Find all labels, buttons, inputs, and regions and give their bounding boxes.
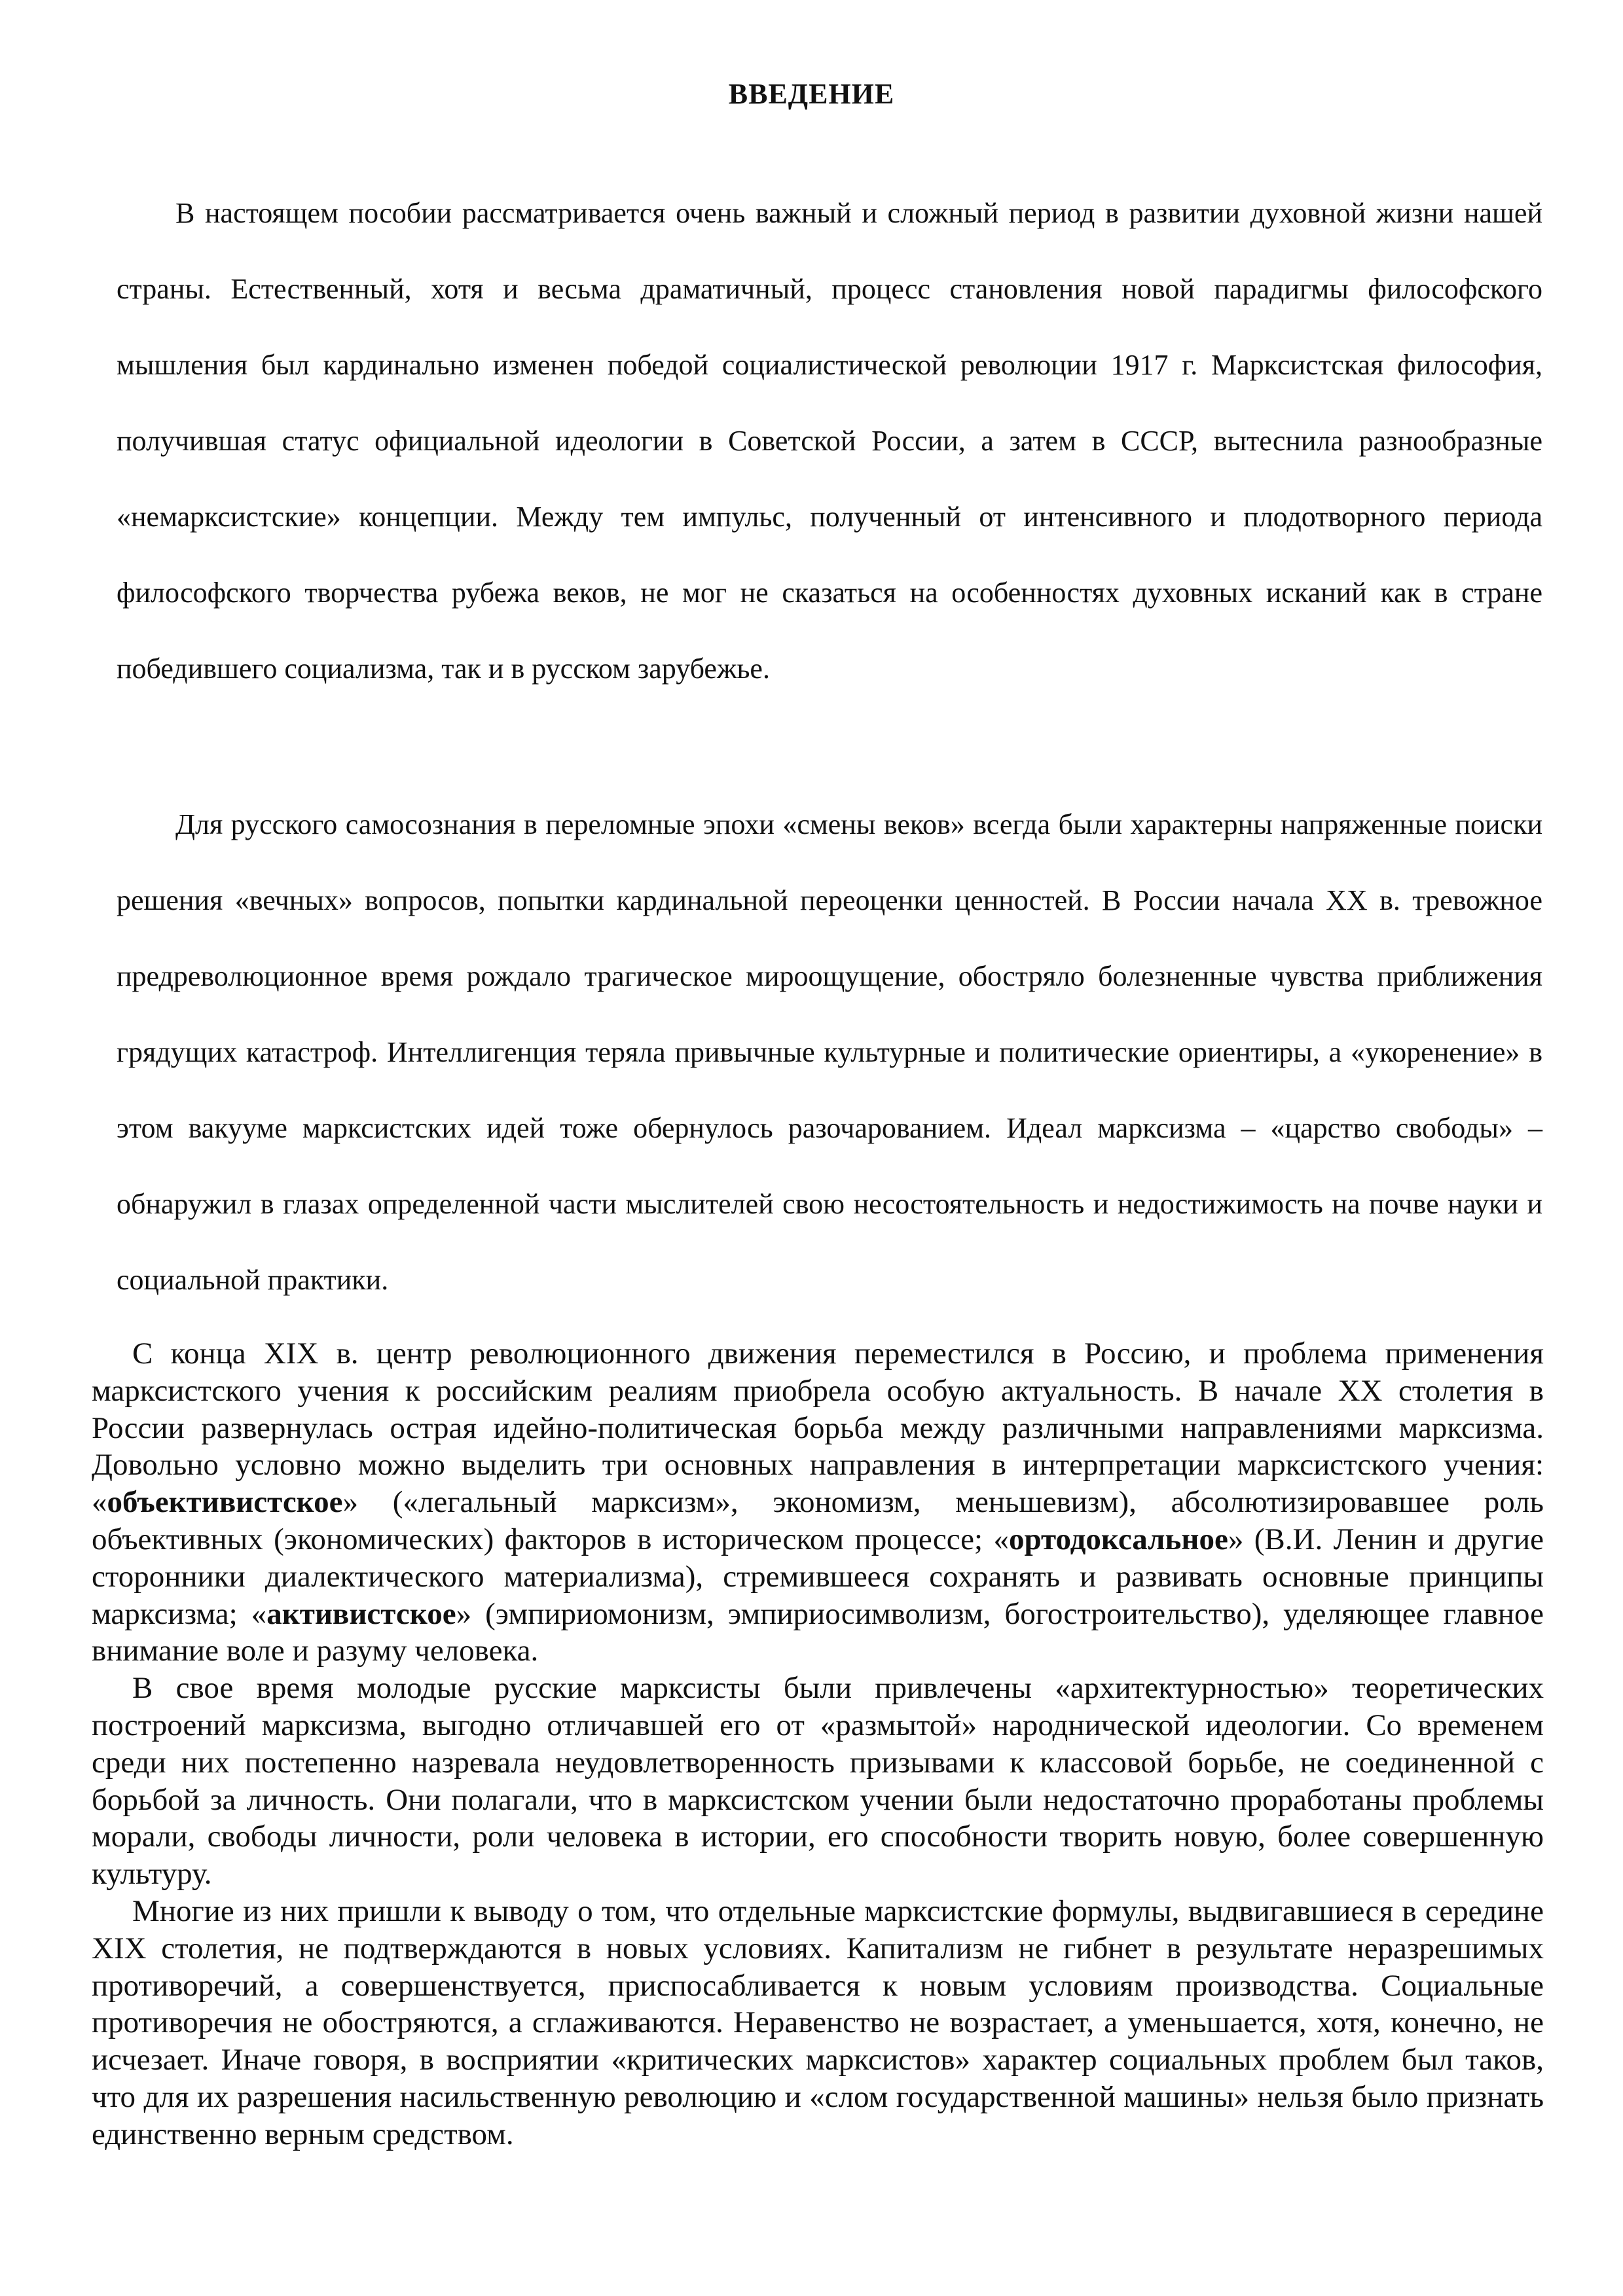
- text-run: » (В.И. Ленин и другие сторонники диалектического материализма), стремившееся сохранять и развивать основные принципы марксизма; «: [92, 1522, 1544, 1631]
- paragraph: Для русского самосознания в переломные эпохи «смены веков» всегда были характерны напряженные поиски решения «вечных» вопросов, попытки кардинальной переоценки ценностей. В России начала XX в. тревожное предреволюционное время рождало трагическое мироощущение, обостряло болезненные чувства приближения грядущих катастроф. Интеллигенция теряла привычные культурные и политические ориентиры, а «укоренение» в этом вакууме марксистских идей тоже обернулось разочарованием. Идеал марксизма – «царство свободы» – обнаружил в глазах определенной части мыслителей свою несостоятельность и недостижимость на почве науки и социальной практики.: [117, 808, 1542, 1296]
- paragraph: Многие из них пришли к выводу о том, что отдельные марксистские формулы, выдвигавшиеся в середине XIX столетия, не подтверждаются в новых условиях. Капитализм не гибнет в результате неразрешимых противоречий, а совершенствуется, приспосабливается к новым условиям производства. Социальные противоречия не обостряются, а сглаживаются. Неравенство не возрастает, а уменьшается, хотя, конечно, не исчезает. Иначе говоря, в восприятии «критических марксистов» характер социальных проблем был таков, что для их разрешения насильственную революцию и «слом государственной машины» нельзя было признать единственно верным средством.: [92, 1893, 1544, 2151]
- text-run: С конца XIX в. центр революционного движения переместился в Россию, и проблема применения марксистского учения к российским реалиям приобрела особую актуальность. В начале XX столетия в России развернулась острая идейно-политическая борьба между различными направлениями марксизма. Довольно условно можно выделить три основных направления в интерпретации марксистского учения: «: [92, 1336, 1544, 1520]
- body-section-single-spacing: [92, 1335, 1544, 2153]
- page-title: ВВЕДЕНИЕ: [728, 78, 895, 110]
- bold-term-activist: активистское: [266, 1596, 456, 1631]
- intro-section-wide-spacing-1: [117, 175, 1542, 707]
- paragraph: В свое время молодые русские марксисты были привлечены «архитектурностью» теоретических построений марксизма, выгодно отличавшей его от «размытой» народнической идеологии. Со временем среди них постепенно назревала неудовлетворенность призывами к классовой борьбе, не соединенной с борьбой за личность. Они полагали, что в марксистском учении были недостаточно проработаны проблемы морали, свободы личности, роли человека в истории, его способности творить новую, более совершенную культуру.: [92, 1671, 1544, 1892]
- bold-term-orthodox: ортодоксальное: [1009, 1522, 1228, 1556]
- text-run: » (эмпириомонизм, эмпириосимволизм, богостроительство), уделяющее главное внимание воле и разуму человека.: [92, 1596, 1544, 1668]
- bold-term-objectivist: объективистское: [107, 1485, 343, 1520]
- intro-section-wide-spacing-2: [117, 787, 1542, 1318]
- paragraph: В настоящем пособии рассматривается очень важный и сложный период в развитии духовной жизни нашей страны. Естественный, хотя и весьма драматичный, процесс становления новой парадигмы философского мышления был кардинально изменен победой социалистической революции 1917 г. Марксистская философия, получившая статус официальной идеологии в Советской России, а затем в СССР, вытеснила разнообразные «немарксистские» концепции. Между тем импульс, полученный от интенсивного и плодотворного периода философского творчества рубежа веков, не мог не сказаться на особенностях духовных исканий как в стране победившего социализма, так и в русском зарубежье.: [117, 197, 1542, 685]
- text-run: » («легальный марксизм», экономизм, меньшевизм), абсолютизировавшее роль объективных (экономических) факторов в историческом процессе; «: [92, 1485, 1544, 1556]
- paragraph-marxism-directions: [92, 1335, 1544, 1670]
